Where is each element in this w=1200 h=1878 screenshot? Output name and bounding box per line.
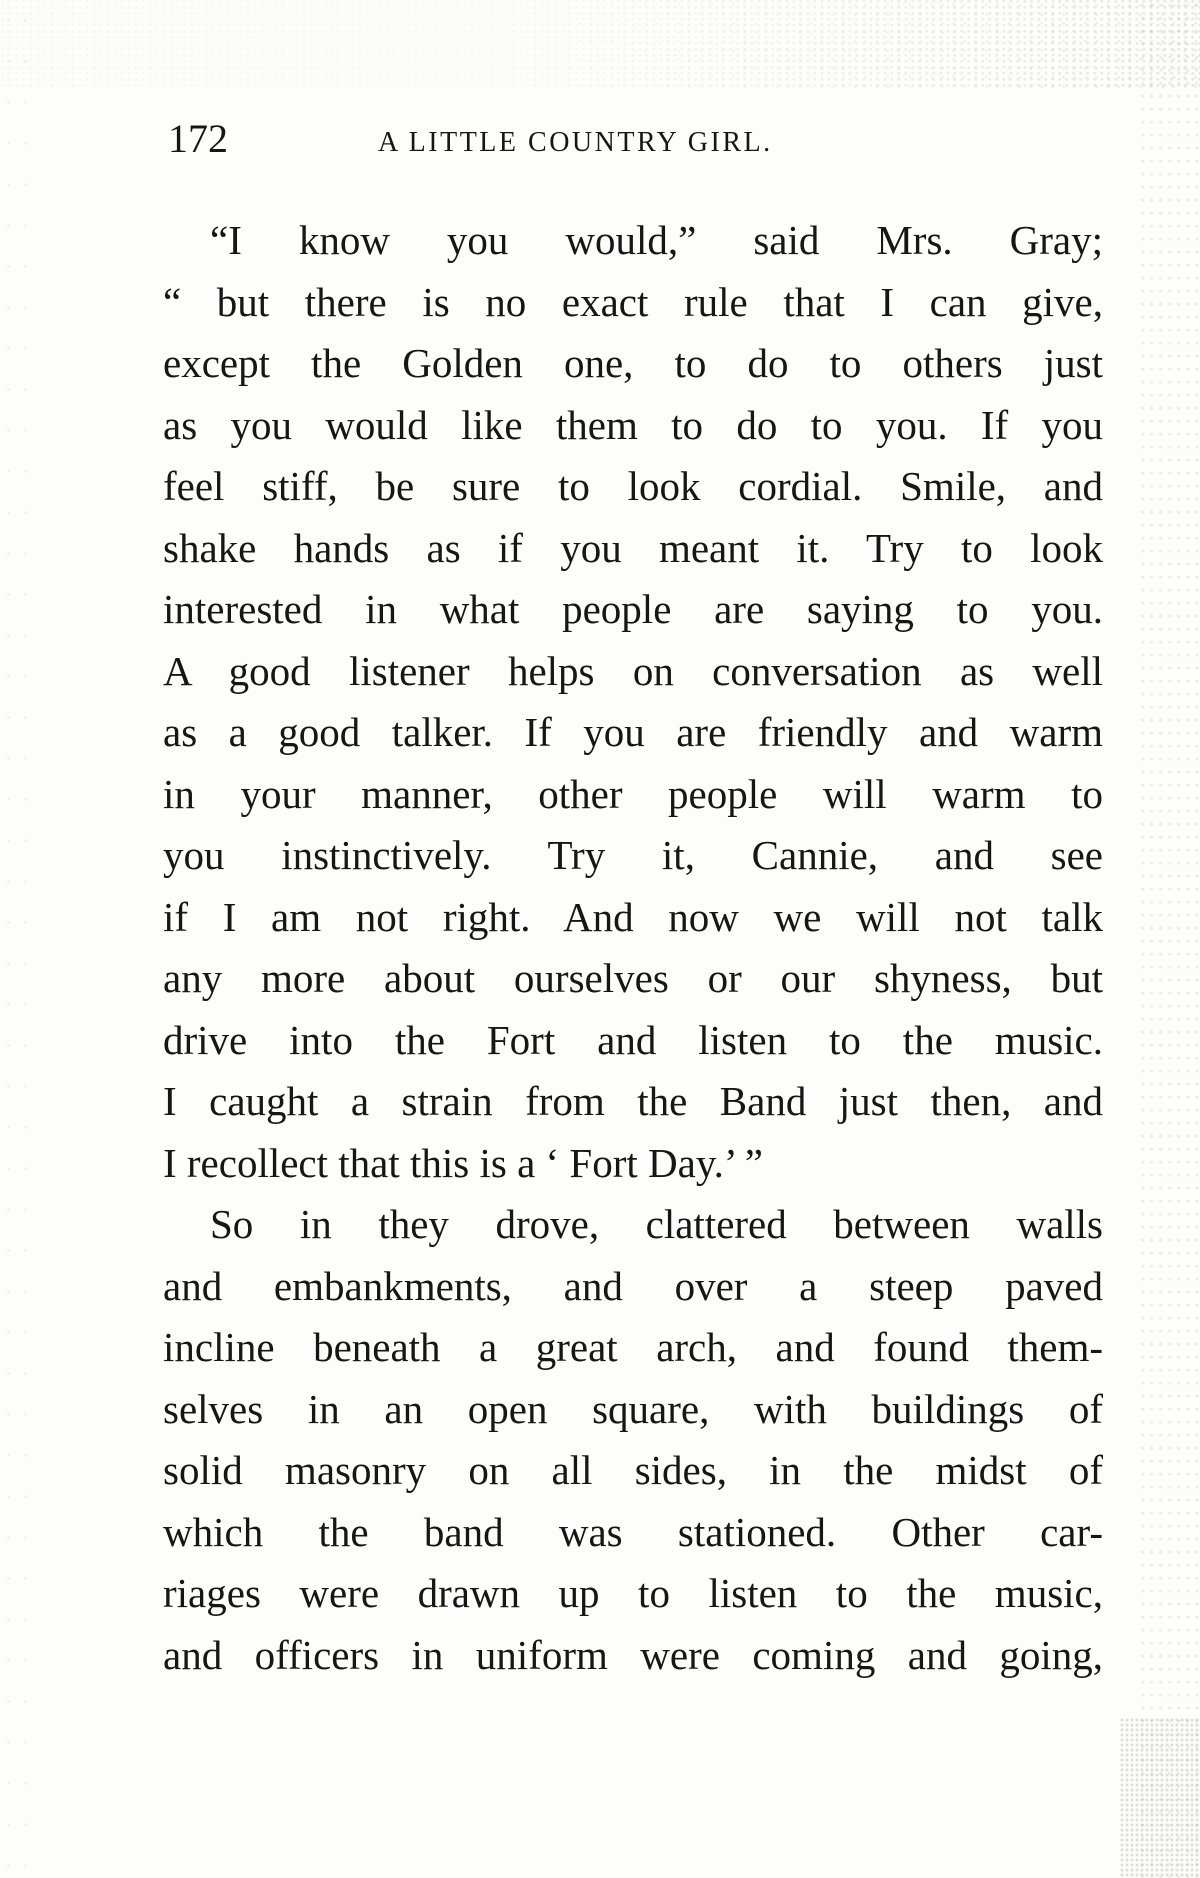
paper-speckle-corner <box>1120 1718 1200 1878</box>
text-line: you instinctively. Try it, Cannie, and see <box>163 832 1103 878</box>
text-line: “ but there is no exact rule that I can give, <box>163 278 1103 325</box>
text-line: I caught a strain from the Band just then, and <box>163 1078 1103 1124</box>
text-line: any more about ourselves or our shyness, but <box>163 955 1103 1001</box>
text-line: in your manner, other people will warm to <box>163 770 1103 817</box>
text-line: and embankments, and over a steep paved <box>163 1262 1103 1309</box>
text-line: shake hands as if you meant it. Try to look <box>163 524 1103 571</box>
text-line: “I know you would,” said Mrs. Gray; <box>210 217 1103 263</box>
text-line: and officers in uniform were coming and going, <box>163 1631 1103 1678</box>
running-head <box>168 115 1108 165</box>
paragraph-2 <box>163 1194 1103 1686</box>
paper-speckle-right <box>1140 0 1200 1878</box>
text-line: if I am not right. And now we will not talk <box>163 893 1103 940</box>
text-line: except the Golden one, to do to others just <box>163 340 1103 386</box>
text-line: as a good talker. If you are friendly and warm <box>163 709 1103 755</box>
text-line: So in they drove, clattered between walls <box>210 1201 1103 1247</box>
text-line: riages were drawn up to listen to the music, <box>163 1570 1103 1616</box>
text-line: selves in an open square, with buildings of <box>163 1385 1103 1432</box>
text-line: as you would like them to do to you. If you <box>163 401 1103 448</box>
body-text <box>163 210 1103 1686</box>
paper-speckle-left <box>0 0 40 1878</box>
paragraph-1 <box>163 210 1103 1194</box>
text-line: drive into the Fort and listen to the music. <box>163 1016 1103 1063</box>
text-line: feel stiff, be sure to look cordial. Smile, and <box>163 463 1103 509</box>
text-line: solid masonry on all sides, in the midst of <box>163 1447 1103 1493</box>
text-line: incline beneath a great arch, and found them- <box>163 1324 1103 1370</box>
text-line: I recollect that this is a ‘ Fort Day.’ ” <box>163 1139 763 1186</box>
book-title: A LITTLE COUNTRY GIRL. <box>378 127 773 158</box>
paper-speckle-top <box>0 0 1200 90</box>
text-line: which the band was stationed. Other car- <box>163 1508 1103 1555</box>
page-number: 172 <box>168 116 228 161</box>
text-line: A good listener helps on conversation as well <box>163 647 1103 694</box>
text-line: interested in what people are saying to you. <box>163 586 1103 632</box>
